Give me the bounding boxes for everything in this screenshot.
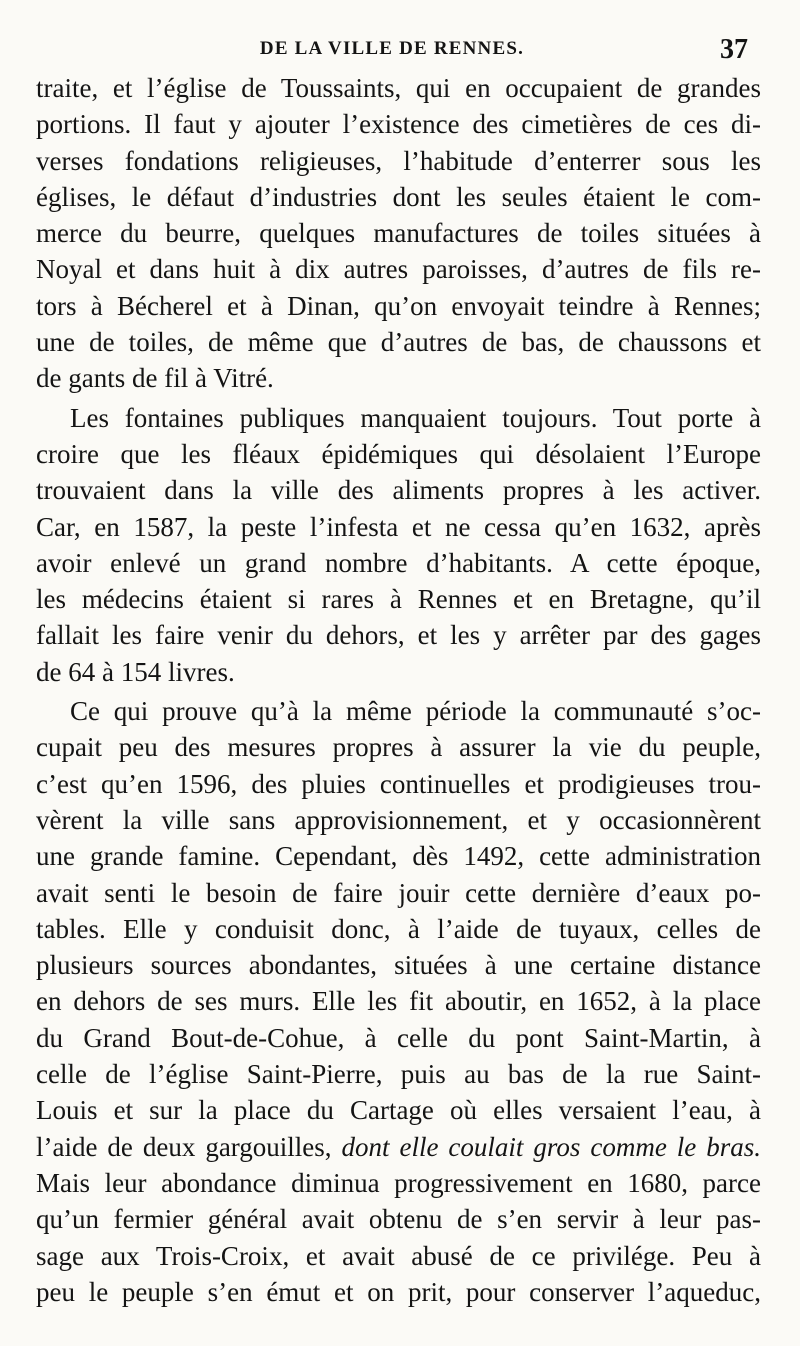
- text-line: avoir enlevé un grand nombre d’habitants. A cette époque,: [36, 547, 761, 578]
- text-line: églises, le défaut d’industries dont les seules étaient le com-: [36, 181, 761, 212]
- text-line: avait senti le besoin de faire jouir cette dernière d’eaux po-: [36, 877, 761, 908]
- page-number: 37: [720, 34, 748, 65]
- text-line: Ce qui prouve qu’à la même période la communauté s’oc-: [70, 696, 761, 727]
- text-line: tables. Elle y conduisit donc, à l’aide de tuyaux, celles de: [36, 913, 761, 944]
- text-line: une de toiles, de même que d’autres de bas, de chaussons et: [36, 327, 761, 358]
- text-line: traite, et l’église de Toussaints, qui en occupaient de grandes: [36, 73, 761, 103]
- text-line: de gants de fil à Vitré.: [36, 363, 274, 394]
- text-line: Car, en 1587, la peste l’infesta et ne cessa qu’en 1632, après: [36, 511, 761, 542]
- text-line: croire que les fléaux épidémiques qui désolaient l’Europe: [36, 438, 761, 469]
- text-run: l’aide de deux gargouilles,: [36, 1131, 342, 1162]
- text-line: celle de l’église Saint-Pierre, puis au bas de la rue Saint-: [36, 1059, 761, 1090]
- text-line: une grande famine. Cependant, dès 1492, cette administration: [36, 841, 761, 872]
- text-line: en dehors de ses murs. Elle les fit aboutir, en 1652, à la place: [36, 986, 761, 1017]
- body-text: [36, 70, 761, 1310]
- text-line: les médecins étaient si rares à Rennes et en Bretagne, qu’il: [36, 584, 761, 615]
- text-line: plusieurs sources abondantes, situées à une certaine distance: [36, 950, 761, 981]
- text-line: verses fondations religieuses, l’habitude d’enterrer sous les: [36, 145, 761, 176]
- paragraph: [36, 400, 761, 690]
- text-line: tors à Bécherel et à Dinan, qu’on envoyait teindre à Rennes;: [36, 290, 761, 321]
- text-line: Mais leur abondance diminua progressivement en 1680, parce: [36, 1167, 761, 1198]
- text-line: portions. Il faut y ajouter l’existence des cimetières de ces di-: [36, 109, 761, 140]
- text-line: Les fontaines publiques manquaient toujours. Tout porte à: [70, 402, 761, 433]
- text-line: fallait les faire venir du dehors, et les y arrêter par des gages: [36, 620, 761, 651]
- text-line: merce du beurre, quelques manufactures de toiles situées à: [36, 218, 761, 249]
- text-line: qu’un fermier général avait obtenu de s’en servir à leur pas-: [36, 1204, 761, 1235]
- text-line: sage aux Trois-Croix, et avait abusé de ce privilége. Peu à: [36, 1240, 761, 1271]
- text-line: du Grand Bout-de-Cohue, à celle du pont Saint-Martin, à: [36, 1022, 761, 1053]
- text-line: trouvaient dans la ville des aliments propres à les activer.: [36, 475, 761, 506]
- text-line: vèrent la ville sans approvisionnement, et y occasionnèrent: [36, 804, 761, 835]
- text-line: c’est qu’en 1596, des pluies continuelles et prodigieuses trou-: [36, 768, 761, 799]
- running-head: DE LA VILLE DE RENNES.: [259, 38, 525, 59]
- text-line: peu le peuple s’en émut et on prit, pour conserver l’aqueduc,: [36, 1276, 761, 1307]
- text-line: Louis et sur la place du Cartage où elles versaient l’eau, à: [36, 1095, 761, 1126]
- paragraph: [36, 70, 761, 397]
- text-line: de 64 à 154 livres.: [36, 656, 235, 687]
- paragraph: [36, 693, 761, 1310]
- text-line: Noyal et dans huit à dix autres paroisses, d’autres de fils re-: [36, 254, 761, 285]
- text-line-with-italic: [36, 1129, 761, 1165]
- page-header: [36, 34, 748, 70]
- text-line: cupait peu des mesures propres à assurer la vie du peuple,: [36, 732, 761, 763]
- italic-quote: dont elle coulait gros comme le bras.: [341, 1131, 761, 1162]
